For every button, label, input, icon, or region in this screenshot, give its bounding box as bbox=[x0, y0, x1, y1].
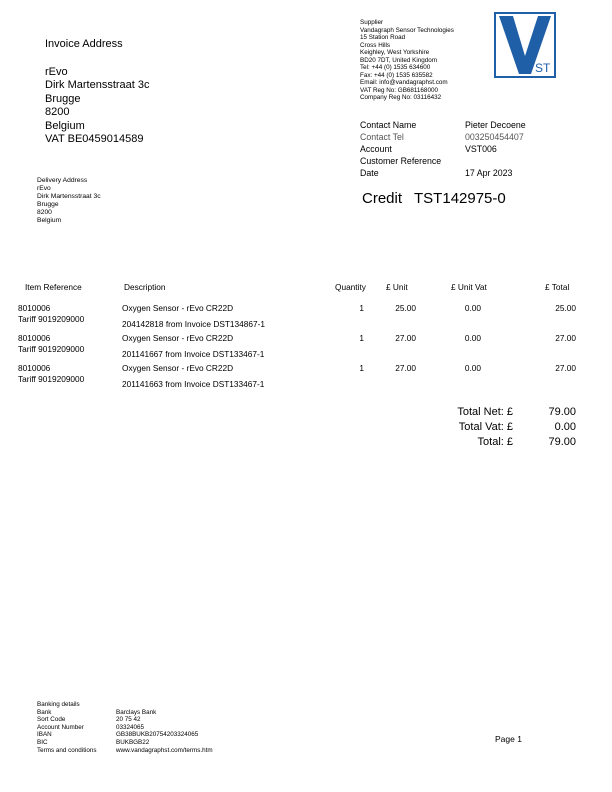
item-tariff: Tariff 9019209000 bbox=[18, 344, 85, 354]
delivery-address bbox=[37, 177, 101, 224]
account-value: VST006 bbox=[465, 144, 497, 154]
contact-details bbox=[360, 119, 526, 179]
invoice-address-title: Invoice Address bbox=[45, 38, 123, 50]
date-row bbox=[360, 167, 526, 179]
col-header-unit-vat: £ Unit Vat bbox=[451, 282, 487, 292]
contact-name-label: Contact Name bbox=[360, 120, 417, 130]
total-value: 79.00 bbox=[548, 436, 576, 448]
item-description: Oxygen Sensor - rEvo CR22D bbox=[122, 303, 234, 313]
total-net-label: Total Net: £ bbox=[457, 406, 513, 418]
col-header-total: £ Total bbox=[545, 282, 570, 292]
col-header-description: Description bbox=[124, 282, 166, 292]
terms-link[interactable]: www.vandagraphst.com/terms.htm bbox=[116, 746, 213, 754]
supplier-title: Supplier bbox=[360, 19, 384, 26]
document-number: TST142975-0 bbox=[414, 190, 506, 207]
item-unit-vat: 0.00 bbox=[464, 303, 481, 313]
total-vat-value: 0.00 bbox=[554, 421, 576, 433]
supplier-line: Keighley, West Yorkshire bbox=[360, 49, 430, 57]
banking-title: Banking details bbox=[37, 701, 80, 708]
iban-value: GB38BUKB20754203324065 bbox=[116, 731, 199, 739]
contact-tel-value: 003250454407 bbox=[465, 132, 524, 142]
bic-value: BUKBGB22 bbox=[116, 738, 150, 746]
delivery-address-line: rEvo bbox=[37, 184, 51, 192]
banking-values bbox=[116, 701, 213, 754]
sort-code-label: Sort Code bbox=[37, 716, 66, 724]
bic-label: BIC bbox=[37, 738, 48, 746]
delivery-address-line: Dirk Martensstraat 3c bbox=[37, 192, 101, 200]
supplier-line: Vandagraph Sensor Technologies bbox=[360, 26, 454, 34]
item-unit-vat: 0.00 bbox=[464, 333, 481, 343]
contact-tel-row bbox=[360, 131, 526, 143]
page-number: Page 1 bbox=[495, 734, 522, 744]
invoice-address-line: 8200 bbox=[45, 106, 70, 119]
item-total: 27.00 bbox=[555, 333, 576, 343]
supplier-line: BD20 7DT, United Kingdom bbox=[360, 56, 438, 64]
contact-name-row bbox=[360, 119, 526, 131]
supplier-line: Cross Hills bbox=[360, 41, 391, 49]
date-label: Date bbox=[360, 168, 379, 178]
banking-labels bbox=[37, 701, 97, 754]
item-code: 8010006 bbox=[18, 363, 51, 373]
logo-text: ST bbox=[535, 61, 551, 75]
item-unit-price: 27.00 bbox=[395, 363, 416, 373]
company-logo bbox=[494, 12, 556, 78]
banking-title-spacer bbox=[116, 701, 213, 709]
item-description: Oxygen Sensor - rEvo CR22D bbox=[122, 333, 234, 343]
supplier-line: Email: info@vandagraphst.com bbox=[360, 79, 448, 87]
contact-tel-label: Contact Tel bbox=[360, 132, 404, 142]
bank-value: Barclays Bank bbox=[116, 708, 157, 716]
supplier-line: VAT Reg No: GB681168000 bbox=[360, 86, 438, 94]
item-description: Oxygen Sensor - rEvo CR22D bbox=[122, 363, 234, 373]
invoice-address-line: Dirk Martensstraat 3c bbox=[45, 79, 150, 92]
item-total: 27.00 bbox=[555, 363, 576, 373]
total-net-value: 79.00 bbox=[548, 406, 576, 418]
item-unit-vat: 0.00 bbox=[464, 363, 481, 373]
item-quantity: 1 bbox=[359, 363, 364, 373]
delivery-address-line: 8200 bbox=[37, 208, 52, 216]
invoice-address-line: Brugge bbox=[45, 92, 81, 105]
customer-reference-row bbox=[360, 155, 526, 167]
supplier-line: Company Reg No: 03116432 bbox=[360, 94, 442, 102]
account-label: Account bbox=[360, 144, 392, 154]
item-tariff: Tariff 9019209000 bbox=[18, 314, 85, 324]
account-row bbox=[360, 143, 526, 155]
item-code: 8010006 bbox=[18, 333, 51, 343]
document-type: Credit bbox=[362, 190, 403, 207]
account-number-value: 03324065 bbox=[116, 723, 145, 731]
supplier-block bbox=[360, 19, 454, 102]
delivery-address-title: Delivery Address bbox=[37, 177, 88, 184]
col-header-quantity: Quantity bbox=[335, 282, 366, 292]
delivery-address-line: Brugge bbox=[37, 200, 59, 208]
total-vat-label: Total Vat: £ bbox=[458, 421, 513, 433]
customer-reference-label: Customer Reference bbox=[360, 156, 442, 166]
item-code: 8010006 bbox=[18, 303, 51, 313]
date-value: 17 Apr 2023 bbox=[465, 168, 513, 178]
item-quantity: 1 bbox=[359, 333, 364, 343]
item-total: 25.00 bbox=[555, 303, 576, 313]
supplier-line: Fax: +44 (0) 1535 635582 bbox=[360, 71, 433, 79]
col-header-item-reference: Item Reference bbox=[25, 282, 82, 292]
item-unit-price: 25.00 bbox=[395, 303, 416, 313]
document-title bbox=[362, 190, 506, 207]
item-invoice-ref: 204142818 from Invoice DST134867-1 bbox=[122, 319, 265, 329]
invoice-address bbox=[45, 66, 150, 146]
vat-number: VAT BE0459014589 bbox=[45, 133, 144, 146]
terms-label: Terms and conditions bbox=[37, 746, 97, 754]
account-number-label: Account Number bbox=[37, 723, 84, 731]
item-invoice-ref: 201141667 from Invoice DST133467-1 bbox=[122, 349, 265, 359]
item-quantity: 1 bbox=[359, 303, 364, 313]
iban-label: IBAN bbox=[37, 731, 52, 739]
supplier-line: Tel: +44 (0) 1535 634600 bbox=[360, 64, 431, 72]
supplier-line: 15 Station Road bbox=[360, 34, 406, 42]
col-header-unit: £ Unit bbox=[386, 282, 408, 292]
sort-code-value: 20 75 42 bbox=[116, 716, 141, 724]
invoice-address-line: Belgium bbox=[45, 119, 85, 132]
item-tariff: Tariff 9019209000 bbox=[18, 374, 85, 384]
invoice-address-line: rEvo bbox=[45, 66, 68, 78]
item-invoice-ref: 201141663 from Invoice DST133467-1 bbox=[122, 379, 265, 389]
bank-label: Bank bbox=[37, 708, 52, 716]
item-unit-price: 27.00 bbox=[395, 333, 416, 343]
contact-name-value: Pieter Decoene bbox=[465, 120, 526, 130]
delivery-address-line: Belgium bbox=[37, 216, 62, 224]
total-label: Total: £ bbox=[477, 436, 513, 448]
